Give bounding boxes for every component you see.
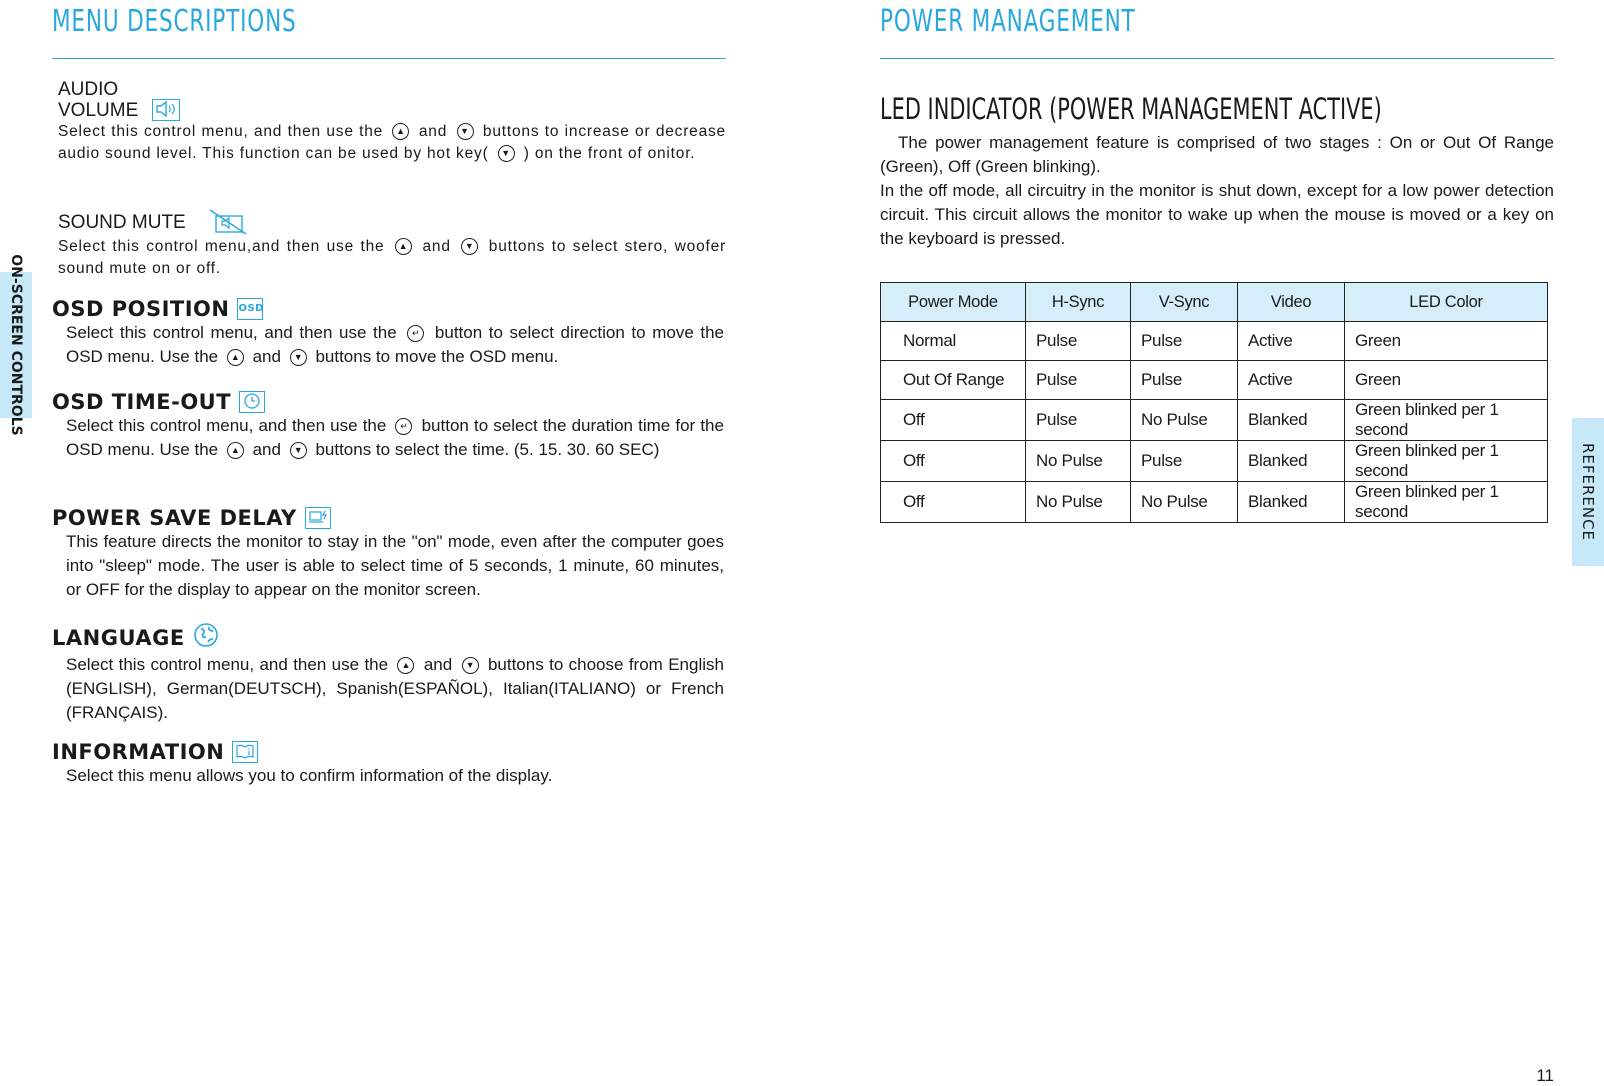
down-button-icon: ▼ bbox=[462, 657, 479, 674]
up-button-icon: ▲ bbox=[392, 123, 409, 140]
table-cell: Pulse bbox=[1131, 322, 1238, 361]
information-heading: INFORMATION bbox=[52, 740, 225, 764]
osd-timeout-description bbox=[52, 414, 724, 462]
left-title: MENU DESCRIPTIONS bbox=[52, 4, 297, 39]
side-tab-label: ON-SCREEN CONTROLS bbox=[8, 254, 24, 436]
table-cell: Green bbox=[1345, 361, 1548, 400]
table-cell: Pulse bbox=[1026, 322, 1131, 361]
volume-row bbox=[58, 99, 726, 121]
down-button-icon: ▼ bbox=[498, 145, 515, 162]
right-title-rule bbox=[880, 58, 1554, 59]
table-row bbox=[881, 441, 1548, 482]
table-row bbox=[881, 400, 1548, 441]
osd-timeout-heading-row bbox=[52, 390, 724, 414]
mute-description bbox=[58, 236, 726, 280]
table-cell: No Pulse bbox=[1131, 482, 1238, 523]
mute-section bbox=[58, 208, 726, 280]
audio-text-b: buttons to increase or decrease audio sound level. This function can be used by hot key( bbox=[58, 123, 726, 162]
mute-text-b: buttons to select stero, woofer sound mute on or off. bbox=[58, 238, 726, 277]
power-mode-cell: Off bbox=[881, 482, 1026, 523]
osd-position-text-a: Select this control menu, and then use the bbox=[66, 323, 397, 342]
table-cell: Blanked bbox=[1238, 400, 1345, 441]
table-cell: Pulse bbox=[1131, 361, 1238, 400]
language-heading: LANGUAGE bbox=[52, 625, 185, 650]
down-button-icon: ▼ bbox=[290, 349, 307, 366]
table-row bbox=[881, 361, 1548, 400]
mute-label: SOUND MUTE bbox=[58, 211, 186, 233]
mute-icon bbox=[208, 208, 248, 236]
clock-icon bbox=[239, 391, 265, 413]
audio-and: and bbox=[418, 123, 448, 140]
osd-position-section bbox=[52, 297, 724, 369]
power-text-block bbox=[880, 131, 1554, 251]
power-save-icon bbox=[305, 507, 331, 529]
table-header: H-Sync bbox=[1026, 283, 1131, 322]
table-cell: Active bbox=[1238, 322, 1345, 361]
osd-icon: OSD bbox=[237, 298, 263, 320]
up-button-icon: ▲ bbox=[227, 349, 244, 366]
table-cell: Green blinked per 1 second bbox=[1345, 400, 1548, 441]
table-cell: No Pulse bbox=[1026, 441, 1131, 482]
power-para-2: In the off mode, all circuitry in the monitor is shut down, except for a low power detection circuit. This circuit allows the monitor to wake up when the mouse is moved or a key on the keyboard is pressed. bbox=[880, 181, 1554, 248]
table-header: Power Mode bbox=[881, 283, 1026, 322]
right-title: POWER MANAGEMENT bbox=[880, 4, 1136, 39]
power-save-heading: POWER SAVE DELAY bbox=[52, 506, 297, 530]
down-button-icon: ▼ bbox=[290, 442, 307, 459]
osd-timeout-text-c: buttons to select the time. (5. 15. 30. 60 SEC) bbox=[315, 440, 660, 459]
audio-description bbox=[58, 121, 726, 165]
information-icon bbox=[232, 741, 258, 763]
osd-position-text-b: button to select direction to move the OSD menu. Use the bbox=[66, 323, 725, 366]
language-heading-row bbox=[52, 622, 724, 653]
audio-text-c: ) on the front of onitor. bbox=[523, 145, 696, 162]
table-row bbox=[881, 482, 1548, 523]
volume-label: VOLUME bbox=[58, 99, 139, 121]
down-button-icon: ▼ bbox=[457, 123, 474, 140]
table-header: Video bbox=[1238, 283, 1345, 322]
table-cell: Green blinked per 1 second bbox=[1345, 441, 1548, 482]
osd-position-and: and bbox=[252, 347, 281, 366]
information-section bbox=[52, 740, 724, 788]
up-button-icon: ▲ bbox=[397, 657, 414, 674]
side-tab-on-screen-controls bbox=[0, 254, 32, 436]
mute-text-a: Select this control menu,and then use the bbox=[58, 238, 385, 255]
audio-text-a: Select this control menu, and then use the bbox=[58, 123, 384, 140]
mute-and: and bbox=[422, 238, 451, 255]
table-cell: Blanked bbox=[1238, 441, 1345, 482]
audio-heading: AUDIO bbox=[58, 79, 119, 100]
osd-timeout-heading: OSD TIME-OUT bbox=[52, 390, 232, 414]
page-number: 11 bbox=[1536, 1066, 1554, 1085]
osd-position-text-c: buttons to move the OSD menu. bbox=[315, 347, 559, 366]
power-mode-cell: Off bbox=[881, 441, 1026, 482]
mute-row bbox=[58, 208, 726, 236]
language-section bbox=[52, 622, 724, 725]
speaker-volume-icon bbox=[152, 99, 180, 121]
up-button-icon: ▲ bbox=[227, 442, 244, 459]
osd-timeout-section bbox=[52, 390, 724, 462]
power-save-heading-row bbox=[52, 506, 724, 530]
information-heading-row bbox=[52, 740, 724, 764]
power-mode-cell: Out Of Range bbox=[881, 361, 1026, 400]
down-button-icon: ▼ bbox=[461, 238, 478, 255]
power-para-1: The power management feature is comprised of two stages : On or Out Of Range (Green), Off (Green blinking). bbox=[880, 133, 1554, 176]
power-save-section bbox=[52, 506, 724, 602]
osd-timeout-text-a: Select this control menu, and then use the bbox=[66, 416, 387, 435]
up-button-icon: ▲ bbox=[395, 238, 412, 255]
osd-timeout-and: and bbox=[252, 440, 281, 459]
table-header: V-Sync bbox=[1131, 283, 1238, 322]
globe-icon bbox=[193, 622, 219, 653]
table-cell: No Pulse bbox=[1131, 400, 1238, 441]
power-mode-cell: Normal bbox=[881, 322, 1026, 361]
table-cell: No Pulse bbox=[1026, 482, 1131, 523]
osd-position-heading: OSD POSITION bbox=[52, 297, 230, 321]
information-description: Select this menu allows you to confirm information of the display. bbox=[66, 766, 553, 785]
power-mode-cell: Off bbox=[881, 400, 1026, 441]
side-tab-reference-label: REFERENCE bbox=[1579, 442, 1597, 542]
left-title-rule bbox=[52, 58, 726, 59]
power-save-description: This feature directs the monitor to stay in the "on" mode, even after the computer goes into "sleep" mode. The user is able to select time of 5 seconds, 1 minute, 60 minutes, or OFF for the display to appear on the monitor screen. bbox=[66, 532, 724, 599]
osd-position-heading-row bbox=[52, 297, 724, 321]
enter-button-icon: ↵ bbox=[395, 418, 412, 435]
table-cell: Green blinked per 1 second bbox=[1345, 482, 1548, 523]
audio-section bbox=[58, 80, 726, 165]
table-cell: Pulse bbox=[1026, 361, 1131, 400]
osd-timeout-text-b: button to select the duration time for the OSD menu. Use the bbox=[66, 416, 724, 459]
language-text-b: buttons to choose from English (ENGLISH), German(DEUTSCH), Spanish(ESPAÑOL), Italian(ITALIANO) or French (FRANÇAIS). bbox=[66, 655, 724, 722]
table-header: LED Color bbox=[1345, 283, 1548, 322]
osd-position-description bbox=[52, 321, 724, 369]
table-cell: Active bbox=[1238, 361, 1345, 400]
table-cell: Green bbox=[1345, 322, 1548, 361]
language-and: and bbox=[423, 655, 453, 674]
table-header-row bbox=[881, 283, 1548, 322]
table-row bbox=[881, 322, 1548, 361]
side-tab-reference bbox=[1572, 418, 1604, 566]
led-indicator-subtitle: LED INDICATOR (POWER MANAGEMENT ACTIVE) bbox=[880, 92, 1382, 126]
table-cell: Pulse bbox=[1026, 400, 1131, 441]
language-text-a: Select this control menu, and then use the bbox=[66, 655, 389, 674]
language-description bbox=[52, 653, 724, 725]
enter-button-icon: ↵ bbox=[407, 325, 424, 342]
table-cell: Blanked bbox=[1238, 482, 1345, 523]
power-mode-table bbox=[880, 282, 1548, 523]
table-cell: Pulse bbox=[1131, 441, 1238, 482]
